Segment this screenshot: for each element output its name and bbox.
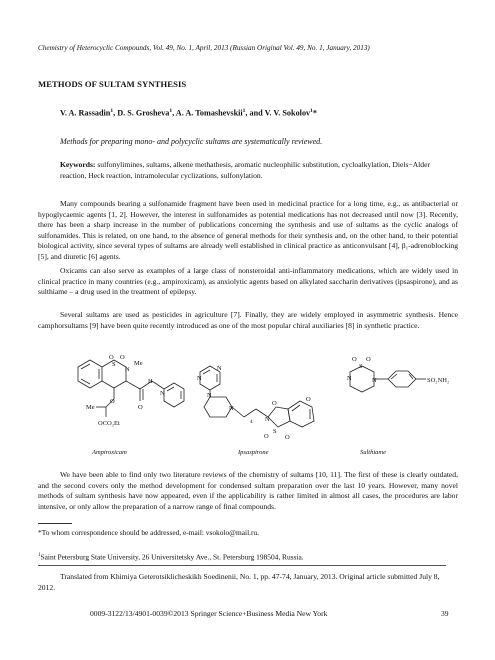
atom-label-n: N bbox=[217, 365, 222, 372]
author-separator: , and bbox=[245, 108, 265, 118]
body-paragraph: Oxicams can also serve as examples of a large class of nonsteroidal anti-inflammatory medications, which are widely used in clinical practice in many countries (e.g., ampiroxicam), as anxiolytic agents based on alkylated saccharin derivatives (ipsaspirone), and as sulthiame – a drug used in the treatment of epilepsy. bbox=[38, 266, 458, 297]
atom-label-s: S bbox=[273, 428, 277, 435]
atom-label-o: O bbox=[352, 356, 357, 363]
atom-label-o: O bbox=[110, 398, 115, 405]
author-list bbox=[60, 108, 317, 118]
affiliation-text: Saint Petersburg State University, 26 Universitetsky Ave., St. Petersburg 198504, Russia. bbox=[40, 552, 304, 562]
page-divider bbox=[38, 565, 446, 566]
atom-label-s: S bbox=[112, 361, 116, 368]
atom-label-group: OCO₂Et bbox=[98, 420, 120, 427]
chain-length-subscript: 4 bbox=[250, 420, 253, 425]
atom-label-n: N bbox=[197, 375, 202, 382]
atom-label-s: S bbox=[359, 363, 363, 370]
author-separator: * bbox=[312, 108, 317, 118]
body-paragraph: Many compounds bearing a sulfonamide fragment have been used in medicinal practice for a long time, e.g., as antibacterial or hypoglycaemic agents [1, 2]. However, the interest in sulfonamides as potential medications has not decreased until now [3]. Recently, there has been a sharp increase in the number of publications concerning the synthesis and use of sultams as the cyclic analogs of sulfonamides. This is related, on one hand, to the absence of general methods for their synthesis and, on the other hand, to their potential biological activity, since several types of sultams are already well established in clinical practice as anticonvulsant [4], β₁-adrenoblocking [5], and diuretic [6] agents. bbox=[38, 199, 458, 261]
structures-figure bbox=[60, 337, 460, 457]
atom-label-n: N bbox=[372, 377, 377, 384]
footnote-affiliation bbox=[38, 551, 304, 562]
atom-label-o: O bbox=[264, 433, 269, 440]
body-paragraph: Several sultams are used as pesticides in agriculture [7]. Finally, they are widely employed in asymmetric synthesis. Hence camphorsultams [9] have been quite recently introduced as one of the most popular chiral auxiliaries [8] in synthetic practice. bbox=[38, 310, 458, 330]
atom-label-group: SO₂NH₂ bbox=[427, 377, 450, 384]
abstract: Methods for preparing mono- and polycyclic sultams are systematically reviewed. bbox=[60, 137, 323, 146]
author-affiliation-mark: 1 bbox=[242, 108, 246, 114]
compound-label-sulthiame: Sulthiame bbox=[360, 449, 386, 456]
author-separator: , bbox=[113, 108, 118, 118]
compound-label-ipsaspirone: Ipsaspirone bbox=[238, 449, 269, 456]
author-separator: , bbox=[172, 108, 176, 118]
affiliation-mark: 1 bbox=[38, 553, 41, 558]
chemical-structures-drawing bbox=[60, 337, 460, 457]
atom-label-o: O bbox=[366, 356, 371, 363]
keywords bbox=[60, 160, 458, 181]
atom-label-n: N bbox=[265, 416, 270, 423]
author-name: D. S. Grosheva bbox=[117, 108, 170, 118]
atom-label-o: O bbox=[109, 354, 114, 361]
atom-label-o: O bbox=[272, 400, 277, 407]
author-affiliation-mark: 1 bbox=[169, 108, 173, 114]
atom-label-me: Me bbox=[134, 360, 143, 367]
copyright-line: 0009-3122/13/4901-0039©2013 Springer Science+Business Media New York bbox=[90, 609, 328, 618]
atom-label-n: N bbox=[207, 392, 212, 399]
atom-label-h: H bbox=[148, 378, 153, 385]
atom-label-n: N bbox=[229, 405, 234, 412]
atom-label-o: O bbox=[120, 354, 125, 361]
footnote-divider bbox=[38, 523, 72, 524]
article-title: METHODS OF SULTAM SYNTHESIS bbox=[38, 79, 187, 89]
atom-label-o: O bbox=[306, 396, 311, 403]
body-paragraph: We have been able to find only two literature reviews of the chemistry of sultams [10, 11]. The first of these is clearly outdated, and the second covers only the method development for condensed sultam preparation over the last 10 years. However, many novel methods of sultam synthesis have now appeared, even if the applicability is rather limited in almost all cases, the procedures are labor intensive, or only allow the preparation of a narrow range of final compounds. bbox=[38, 470, 458, 511]
atom-label-o: O bbox=[285, 434, 290, 441]
footnote-correspondence: *To whom correspondence should be addressed, e-mail: vsokolo@mail.ru. bbox=[38, 528, 259, 537]
author-name: A. A. Tomashevskii bbox=[175, 108, 243, 118]
atom-label-n: N bbox=[125, 366, 130, 373]
author-name: V. V. Sokolov bbox=[264, 108, 311, 118]
keywords-text: sulfonylimines, sultams, alkene methathesis, aromatic nucleophilic substitution, cycloalkylation, Diels−Alder reaction, Heck reaction, intramolecular cyclizations, sulfonylation. bbox=[60, 160, 430, 180]
keywords-label: Keywords: bbox=[60, 160, 96, 169]
author-affiliation-mark: 1 bbox=[310, 108, 313, 114]
translation-note: Translated from Khimiya Geterotsiklicheskikh Soedinenii, No. 1, pp. 47-74, January, 2013. Original article submitted July 8, 2012. bbox=[38, 572, 440, 592]
atom-label-me: Me bbox=[86, 404, 95, 411]
atom-label-n: N bbox=[347, 375, 352, 382]
compound-label-ampiroxicam: Ampiroxicam bbox=[92, 449, 127, 456]
author-name: V. A. Rassadin bbox=[60, 108, 111, 118]
page-number: 39 bbox=[441, 609, 449, 618]
atom-label-o: O bbox=[138, 404, 143, 411]
journal-header: Chemistry of Heterocyclic Compounds, Vol. 49, No. 1, April, 2013 (Russian Original Vol. 49, No. 1, January, 2013) bbox=[38, 44, 370, 52]
author-affiliation-mark: 1 bbox=[110, 108, 114, 114]
atom-label-n: N bbox=[160, 390, 165, 397]
